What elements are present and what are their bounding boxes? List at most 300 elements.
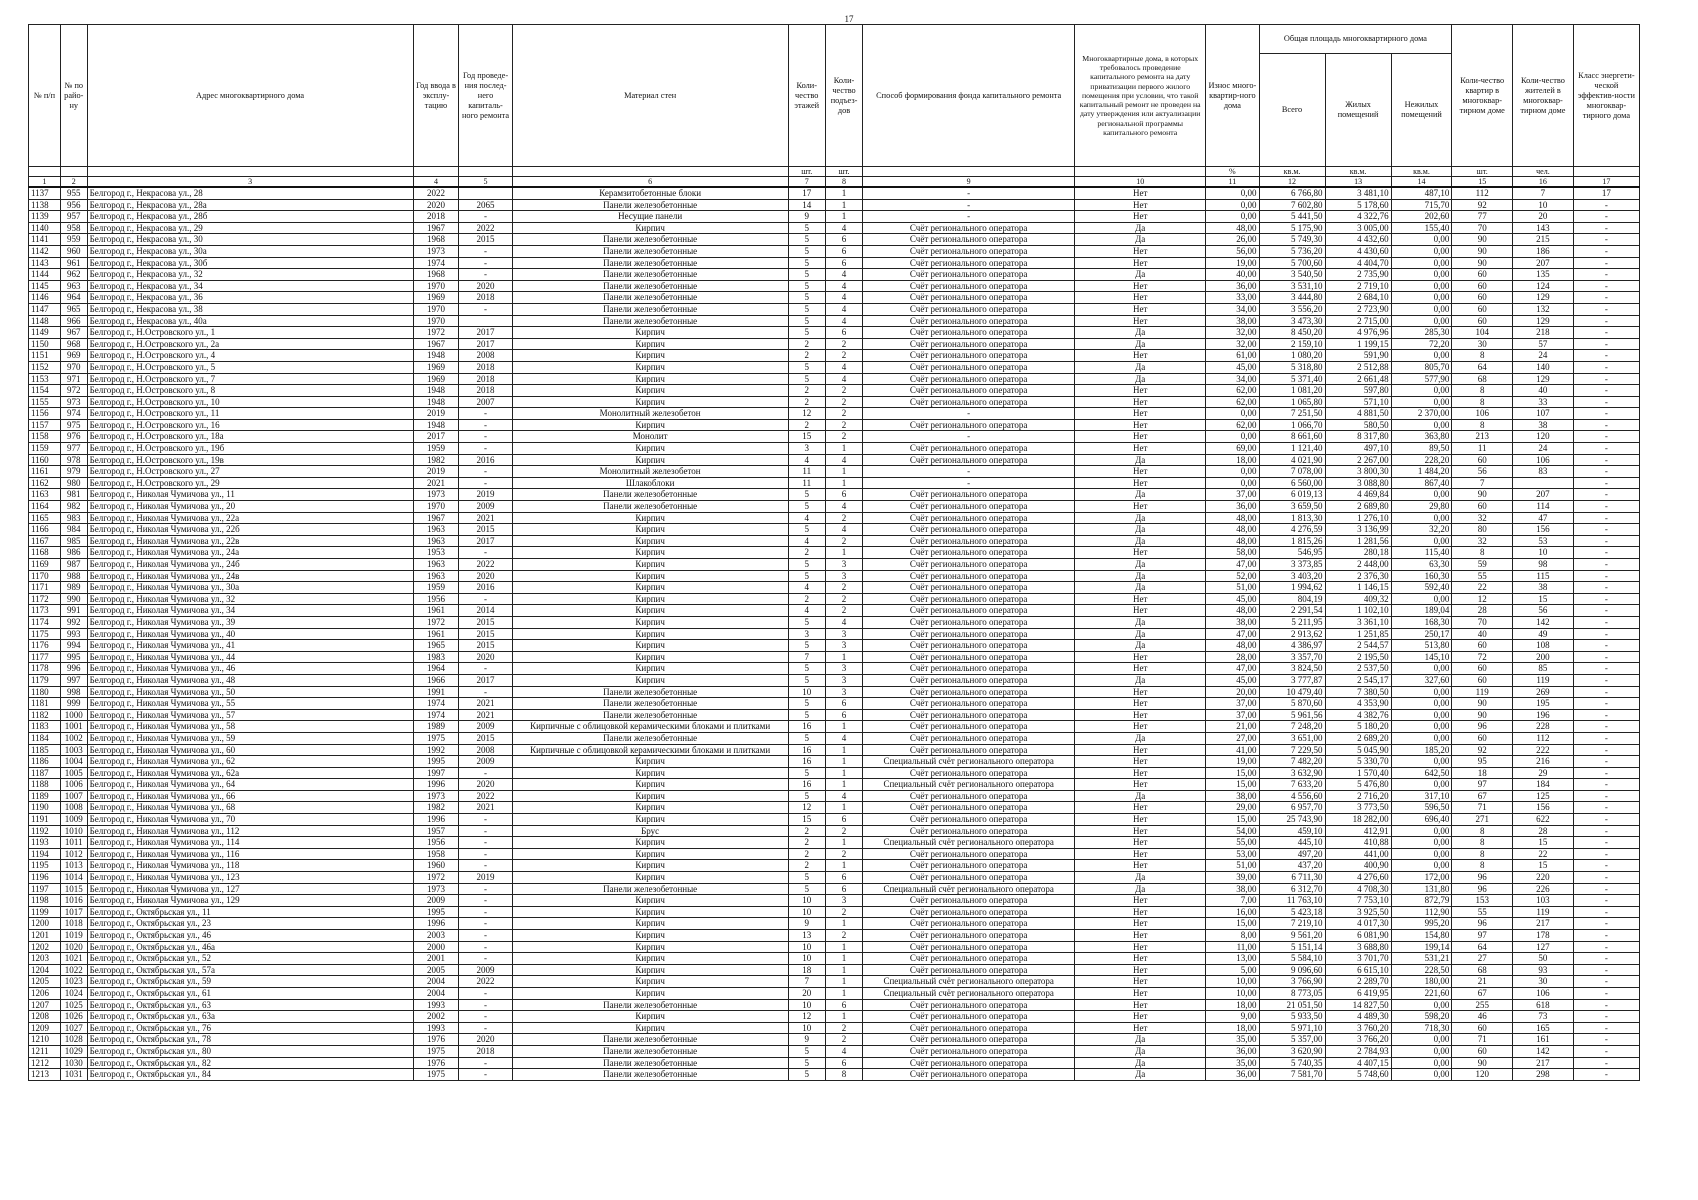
cell-fund-method: Счёт регионального оператора bbox=[863, 292, 1075, 304]
cell-year-built: 1953 bbox=[413, 547, 459, 559]
cell-residents: 103 bbox=[1513, 895, 1574, 907]
cell-floors: 2 bbox=[788, 385, 825, 397]
cell-area-nonliving: 0,00 bbox=[1391, 837, 1452, 849]
cell-area-living: 3 688,80 bbox=[1325, 941, 1391, 953]
cell-floors: 5 bbox=[788, 501, 825, 513]
cell-residents: 7 bbox=[1513, 187, 1574, 199]
cell-n-pp: 1184 bbox=[29, 732, 61, 744]
cell-apartments: 56 bbox=[1452, 466, 1513, 478]
cell-n-pp: 1142 bbox=[29, 245, 61, 257]
cell-energy-class: - bbox=[1573, 547, 1639, 559]
cell-area-living: 497,10 bbox=[1325, 443, 1391, 455]
cell-apartments: 104 bbox=[1452, 327, 1513, 339]
cell-year-repair: - bbox=[459, 906, 512, 918]
cell-needed-repair: Да bbox=[1075, 338, 1206, 350]
cell-year-repair: 2021 bbox=[459, 802, 512, 814]
cell-n-pp: 1199 bbox=[29, 906, 61, 918]
cell-floors: 2 bbox=[788, 848, 825, 860]
cell-area-living: 3 701,70 bbox=[1325, 953, 1391, 965]
cell-needed-repair: Нет bbox=[1075, 303, 1206, 315]
cell-n-pp: 1163 bbox=[29, 489, 61, 501]
cell-area-living: 4 976,96 bbox=[1325, 327, 1391, 339]
cell-n-pp: 1209 bbox=[29, 1022, 61, 1034]
cell-n-pp: 1167 bbox=[29, 535, 61, 547]
cell-n-pp: 1179 bbox=[29, 674, 61, 686]
cell-area-nonliving: 317,10 bbox=[1391, 790, 1452, 802]
cell-year-built: 1995 bbox=[413, 756, 459, 768]
cell-address: Белгород г., Н.Островского ул., 5 bbox=[87, 361, 413, 373]
cell-needed-repair: Нет bbox=[1075, 501, 1206, 513]
cell-residents: 107 bbox=[1513, 408, 1574, 420]
cell-n-rayon: 1017 bbox=[60, 906, 87, 918]
cell-wall-material: Монолитный железобетон bbox=[512, 466, 788, 478]
cell-wall-material: Кирпич bbox=[512, 593, 788, 605]
cell-wall-material: Панели железобетонные bbox=[512, 999, 788, 1011]
cell-needed-repair: Нет bbox=[1075, 385, 1206, 397]
cell-address: Белгород г., Октябрьская ул., 46 bbox=[87, 930, 413, 942]
cell-wall-material: Кирпич bbox=[512, 767, 788, 779]
cell-area-nonliving: 0,00 bbox=[1391, 860, 1452, 872]
cell-n-rayon: 977 bbox=[60, 443, 87, 455]
cell-area-total: 7 219,10 bbox=[1259, 918, 1325, 930]
cell-wall-material: Панели железобетонные bbox=[512, 732, 788, 744]
cell-entrances: 4 bbox=[825, 361, 862, 373]
cell-area-nonliving: 696,40 bbox=[1391, 814, 1452, 826]
cell-wear: 7,00 bbox=[1206, 895, 1259, 907]
cell-apartments: 119 bbox=[1452, 686, 1513, 698]
cell-n-pp: 1151 bbox=[29, 350, 61, 362]
cell-wall-material: Кирпич bbox=[512, 1022, 788, 1034]
cell-year-built: 1973 bbox=[413, 489, 459, 501]
cell-energy-class: - bbox=[1573, 280, 1639, 292]
cell-fund-method: Счёт регионального оператора bbox=[863, 535, 1075, 547]
cell-wear: 51,00 bbox=[1206, 860, 1259, 872]
column-number: 11 bbox=[1206, 177, 1259, 188]
cell-year-built: 1989 bbox=[413, 721, 459, 733]
cell-address: Белгород г., Николая Чумичова ул., 32 bbox=[87, 593, 413, 605]
cell-residents: 29 bbox=[1513, 767, 1574, 779]
cell-wear: 28,00 bbox=[1206, 651, 1259, 663]
cell-area-nonliving: 168,30 bbox=[1391, 616, 1452, 628]
cell-area-nonliving: 0,00 bbox=[1391, 825, 1452, 837]
cell-entrances: 1 bbox=[825, 651, 862, 663]
cell-area-total: 1 121,40 bbox=[1259, 443, 1325, 455]
cell-floors: 5 bbox=[788, 1069, 825, 1081]
cell-apartments: 8 bbox=[1452, 860, 1513, 872]
cell-n-pp: 1170 bbox=[29, 570, 61, 582]
cell-area-living: 4 382,76 bbox=[1325, 709, 1391, 721]
cell-fund-method: Счёт регионального оператора bbox=[863, 222, 1075, 234]
cell-wear: 13,00 bbox=[1206, 953, 1259, 965]
cell-needed-repair: Нет bbox=[1075, 987, 1206, 999]
cell-entrances: 1 bbox=[825, 860, 862, 872]
cell-address: Белгород г., Николая Чумичова ул., 59 bbox=[87, 732, 413, 744]
cell-area-nonliving: 867,40 bbox=[1391, 477, 1452, 489]
cell-year-built: 1961 bbox=[413, 628, 459, 640]
cell-residents: 186 bbox=[1513, 245, 1574, 257]
cell-area-total: 9 561,20 bbox=[1259, 930, 1325, 942]
cell-needed-repair: Нет bbox=[1075, 814, 1206, 826]
cell-area-nonliving: 2 370,00 bbox=[1391, 408, 1452, 420]
cell-needed-repair: Нет bbox=[1075, 593, 1206, 605]
table-row bbox=[29, 524, 1640, 536]
cell-n-rayon: 976 bbox=[60, 431, 87, 443]
cell-area-living: 4 017,30 bbox=[1325, 918, 1391, 930]
cell-year-repair bbox=[459, 315, 512, 327]
cell-floors: 16 bbox=[788, 779, 825, 791]
cell-year-repair: - bbox=[459, 443, 512, 455]
cell-wear: 48,00 bbox=[1206, 605, 1259, 617]
cell-area-nonliving: 577,90 bbox=[1391, 373, 1452, 385]
cell-residents: 33 bbox=[1513, 396, 1574, 408]
cell-n-rayon: 957 bbox=[60, 211, 87, 223]
cell-address: Белгород г., Николая Чумичова ул., 118 bbox=[87, 860, 413, 872]
cell-year-built: 2005 bbox=[413, 964, 459, 976]
cell-wear: 27,00 bbox=[1206, 732, 1259, 744]
cell-area-living: 2 715,00 bbox=[1325, 315, 1391, 327]
cell-fund-method: Счёт регионального оператора bbox=[863, 640, 1075, 652]
cell-needed-repair: Да bbox=[1075, 489, 1206, 501]
cell-year-repair: 2018 bbox=[459, 373, 512, 385]
table-row bbox=[29, 640, 1640, 652]
cell-floors: 7 bbox=[788, 651, 825, 663]
cell-needed-repair: Да bbox=[1075, 582, 1206, 594]
cell-wear: 56,00 bbox=[1206, 245, 1259, 257]
cell-entrances: 2 bbox=[825, 419, 862, 431]
cell-n-pp: 1161 bbox=[29, 466, 61, 478]
cell-entrances: 1 bbox=[825, 976, 862, 988]
cell-wall-material: Кирпичные с облицовкой керамическими блоками и плитками bbox=[512, 744, 788, 756]
cell-energy-class: - bbox=[1573, 1022, 1639, 1034]
cell-area-total: 7 633,20 bbox=[1259, 779, 1325, 791]
table-row bbox=[29, 883, 1640, 895]
cell-wear: 48,00 bbox=[1206, 524, 1259, 536]
table-row bbox=[29, 315, 1640, 327]
cell-area-total: 5 441,50 bbox=[1259, 211, 1325, 223]
cell-area-nonliving: 0,00 bbox=[1391, 848, 1452, 860]
cell-year-built: 1963 bbox=[413, 570, 459, 582]
cell-address: Белгород г., Николая Чумичова ул., 41 bbox=[87, 640, 413, 652]
table-row bbox=[29, 860, 1640, 872]
cell-year-built: 1967 bbox=[413, 512, 459, 524]
table-row bbox=[29, 686, 1640, 698]
cell-area-nonliving: 112,90 bbox=[1391, 906, 1452, 918]
cell-wall-material: Керамзитобетонные блоки bbox=[512, 187, 788, 199]
cell-needed-repair: Нет bbox=[1075, 1011, 1206, 1023]
cell-residents: 143 bbox=[1513, 222, 1574, 234]
cell-address: Белгород г., Николая Чумичова ул., 68 bbox=[87, 802, 413, 814]
table-row bbox=[29, 1022, 1640, 1034]
cell-entrances: 1 bbox=[825, 199, 862, 211]
cell-area-living: 571,10 bbox=[1325, 396, 1391, 408]
cell-area-total: 3 357,70 bbox=[1259, 651, 1325, 663]
cell-year-built: 1963 bbox=[413, 524, 459, 536]
cell-year-repair: - bbox=[459, 1069, 512, 1081]
column-number: 13 bbox=[1325, 177, 1391, 188]
table-row bbox=[29, 837, 1640, 849]
cell-area-total: 1 081,20 bbox=[1259, 385, 1325, 397]
cell-floors: 12 bbox=[788, 1011, 825, 1023]
cell-needed-repair: Нет bbox=[1075, 1022, 1206, 1034]
cell-fund-method: - bbox=[863, 431, 1075, 443]
table-row bbox=[29, 1034, 1640, 1046]
cell-year-built: 2002 bbox=[413, 1011, 459, 1023]
cell-apartments: 55 bbox=[1452, 906, 1513, 918]
cell-year-repair: - bbox=[459, 408, 512, 420]
cell-entrances: 2 bbox=[825, 385, 862, 397]
cell-wall-material: Кирпич bbox=[512, 524, 788, 536]
cell-wear: 36,00 bbox=[1206, 501, 1259, 513]
cell-energy-class: - bbox=[1573, 582, 1639, 594]
cell-floors: 2 bbox=[788, 825, 825, 837]
cell-wall-material: Кирпич bbox=[512, 906, 788, 918]
cell-year-built: 1961 bbox=[413, 605, 459, 617]
cell-n-pp: 1171 bbox=[29, 582, 61, 594]
cell-n-pp: 1191 bbox=[29, 814, 61, 826]
cell-energy-class: - bbox=[1573, 338, 1639, 350]
table-row bbox=[29, 616, 1640, 628]
cell-area-total: 1 065,80 bbox=[1259, 396, 1325, 408]
cell-area-nonliving: 29,80 bbox=[1391, 501, 1452, 513]
cell-year-repair: 2007 bbox=[459, 396, 512, 408]
table-body bbox=[29, 187, 1640, 1080]
cell-wear: 36,00 bbox=[1206, 1045, 1259, 1057]
cell-needed-repair: Нет bbox=[1075, 280, 1206, 292]
cell-fund-method: Счёт регионального оператора bbox=[863, 790, 1075, 802]
cell-area-living: 1 276,10 bbox=[1325, 512, 1391, 524]
cell-address: Белгород г., Н.Островского ул., 11 bbox=[87, 408, 413, 420]
cell-fund-method: - bbox=[863, 477, 1075, 489]
cell-apartments: 80 bbox=[1452, 524, 1513, 536]
unit-wear: % bbox=[1206, 167, 1259, 177]
cell-floors: 5 bbox=[788, 315, 825, 327]
cell-entrances: 4 bbox=[825, 373, 862, 385]
cell-apartments: 18 bbox=[1452, 767, 1513, 779]
cell-floors: 10 bbox=[788, 895, 825, 907]
cell-area-living: 6 615,10 bbox=[1325, 964, 1391, 976]
cell-energy-class: - bbox=[1573, 895, 1639, 907]
cell-n-pp: 1172 bbox=[29, 593, 61, 605]
cell-area-living: 4 430,60 bbox=[1325, 245, 1391, 257]
cell-address: Белгород г., Николая Чумичова ул., 127 bbox=[87, 883, 413, 895]
cell-wall-material: Кирпич bbox=[512, 663, 788, 675]
cell-residents: 120 bbox=[1513, 431, 1574, 443]
cell-year-built: 1968 bbox=[413, 269, 459, 281]
cell-area-total: 10 479,40 bbox=[1259, 686, 1325, 698]
cell-n-rayon: 1023 bbox=[60, 976, 87, 988]
cell-area-living: 280,18 bbox=[1325, 547, 1391, 559]
cell-energy-class: - bbox=[1573, 234, 1639, 246]
cell-area-living: 412,91 bbox=[1325, 825, 1391, 837]
cell-address: Белгород г., Николая Чумичова ул., 39 bbox=[87, 616, 413, 628]
column-number: 1 bbox=[29, 177, 61, 188]
cell-n-rayon: 955 bbox=[60, 187, 87, 199]
cell-floors: 5 bbox=[788, 292, 825, 304]
cell-floors: 5 bbox=[788, 303, 825, 315]
cell-area-living: 2 735,90 bbox=[1325, 269, 1391, 281]
cell-needed-repair: Нет bbox=[1075, 466, 1206, 478]
cell-residents: 129 bbox=[1513, 373, 1574, 385]
cell-area-living: 2 544,57 bbox=[1325, 640, 1391, 652]
cell-floors: 18 bbox=[788, 964, 825, 976]
cell-address: Белгород г., Октябрьская ул., 82 bbox=[87, 1057, 413, 1069]
cell-fund-method: Счёт регионального оператора bbox=[863, 698, 1075, 710]
cell-area-total: 7 602,80 bbox=[1259, 199, 1325, 211]
cell-area-total: 5 151,14 bbox=[1259, 941, 1325, 953]
table-row bbox=[29, 732, 1640, 744]
cell-n-rayon: 995 bbox=[60, 651, 87, 663]
cell-area-total: 3 651,00 bbox=[1259, 732, 1325, 744]
cell-needed-repair: Нет bbox=[1075, 802, 1206, 814]
cell-fund-method: Счёт регионального оператора bbox=[863, 802, 1075, 814]
cell-address: Белгород г., Н.Островского ул., 7 bbox=[87, 373, 413, 385]
cell-fund-method: Счёт регионального оператора bbox=[863, 941, 1075, 953]
cell-energy-class: - bbox=[1573, 512, 1639, 524]
cell-n-pp: 1177 bbox=[29, 651, 61, 663]
cell-needed-repair: Да bbox=[1075, 1057, 1206, 1069]
cell-wear: 0,00 bbox=[1206, 466, 1259, 478]
cell-year-repair: 2015 bbox=[459, 524, 512, 536]
cell-year-repair: 2016 bbox=[459, 582, 512, 594]
cell-area-total: 3 444,80 bbox=[1259, 292, 1325, 304]
cell-wall-material: Кирпич bbox=[512, 895, 788, 907]
table-row bbox=[29, 964, 1640, 976]
table-row bbox=[29, 593, 1640, 605]
cell-area-nonliving: 592,40 bbox=[1391, 582, 1452, 594]
cell-residents: 114 bbox=[1513, 501, 1574, 513]
cell-wear: 48,00 bbox=[1206, 640, 1259, 652]
cell-n-rayon: 1003 bbox=[60, 744, 87, 756]
cell-year-built: 2009 bbox=[413, 895, 459, 907]
cell-area-total: 459,10 bbox=[1259, 825, 1325, 837]
cell-area-total: 7 229,50 bbox=[1259, 744, 1325, 756]
cell-needed-repair: Нет bbox=[1075, 999, 1206, 1011]
cell-entrances: 6 bbox=[825, 883, 862, 895]
cell-address: Белгород г., Николая Чумичова ул., 22б bbox=[87, 524, 413, 536]
cell-year-repair: 2022 bbox=[459, 790, 512, 802]
cell-residents: 119 bbox=[1513, 906, 1574, 918]
cell-n-pp: 1201 bbox=[29, 930, 61, 942]
cell-wear: 61,00 bbox=[1206, 350, 1259, 362]
cell-apartments: 255 bbox=[1452, 999, 1513, 1011]
cell-wear: 47,00 bbox=[1206, 628, 1259, 640]
cell-n-rayon: 972 bbox=[60, 385, 87, 397]
cell-n-pp: 1192 bbox=[29, 825, 61, 837]
cell-entrances: 2 bbox=[825, 848, 862, 860]
cell-year-built: 1968 bbox=[413, 234, 459, 246]
cell-energy-class: - bbox=[1573, 222, 1639, 234]
cell-year-built: 1970 bbox=[413, 501, 459, 513]
cell-apartments: 60 bbox=[1452, 732, 1513, 744]
cell-wear: 33,00 bbox=[1206, 292, 1259, 304]
cell-area-nonliving: 0,00 bbox=[1391, 709, 1452, 721]
cell-apartments: 112 bbox=[1452, 187, 1513, 199]
cell-n-pp: 1144 bbox=[29, 269, 61, 281]
cell-wall-material: Панели железобетонные bbox=[512, 1045, 788, 1057]
cell-area-living: 5 045,90 bbox=[1325, 744, 1391, 756]
cell-n-rayon: 979 bbox=[60, 466, 87, 478]
cell-needed-repair: Да bbox=[1075, 234, 1206, 246]
cell-area-total: 6 957,70 bbox=[1259, 802, 1325, 814]
cell-year-repair: 2020 bbox=[459, 570, 512, 582]
cell-year-built: 1963 bbox=[413, 559, 459, 571]
cell-area-living: 2 545,17 bbox=[1325, 674, 1391, 686]
cell-area-nonliving: 145,10 bbox=[1391, 651, 1452, 663]
cell-wear: 32,00 bbox=[1206, 327, 1259, 339]
cell-year-repair: 2021 bbox=[459, 512, 512, 524]
cell-address: Белгород г., Октябрьская ул., 63 bbox=[87, 999, 413, 1011]
cell-address: Белгород г., Октябрьская ул., 57а bbox=[87, 964, 413, 976]
cell-energy-class: - bbox=[1573, 1069, 1639, 1081]
cell-year-repair: - bbox=[459, 663, 512, 675]
cell-n-rayon: 1005 bbox=[60, 767, 87, 779]
cell-residents: 129 bbox=[1513, 315, 1574, 327]
cell-fund-method: Счёт регионального оператора bbox=[863, 361, 1075, 373]
cell-wall-material: Кирпич bbox=[512, 605, 788, 617]
cell-floors: 5 bbox=[788, 674, 825, 686]
cell-apartments: 70 bbox=[1452, 222, 1513, 234]
cell-area-total: 5 961,56 bbox=[1259, 709, 1325, 721]
cell-energy-class: - bbox=[1573, 837, 1639, 849]
cell-entrances: 2 bbox=[825, 605, 862, 617]
cell-year-built: 1993 bbox=[413, 999, 459, 1011]
cell-n-pp: 1169 bbox=[29, 559, 61, 571]
cell-year-built: 2020 bbox=[413, 199, 459, 211]
cell-needed-repair: Да bbox=[1075, 559, 1206, 571]
cell-fund-method: Счёт регионального оператора bbox=[863, 1045, 1075, 1057]
cell-wall-material: Панели железобетонные bbox=[512, 292, 788, 304]
cell-address: Белгород г., Некрасова ул., 36 bbox=[87, 292, 413, 304]
cell-wear: 21,00 bbox=[1206, 721, 1259, 733]
cell-energy-class: - bbox=[1573, 756, 1639, 768]
cell-year-repair bbox=[459, 187, 512, 199]
cell-address: Белгород г., Николая Чумичова ул., 46 bbox=[87, 663, 413, 675]
cell-year-repair: 2022 bbox=[459, 976, 512, 988]
cell-energy-class: - bbox=[1573, 570, 1639, 582]
cell-year-repair: - bbox=[459, 895, 512, 907]
cell-wall-material: Кирпич bbox=[512, 373, 788, 385]
cell-wall-material: Кирпич bbox=[512, 535, 788, 547]
cell-n-rayon: 985 bbox=[60, 535, 87, 547]
table-row bbox=[29, 814, 1640, 826]
cell-address: Белгород г., Николая Чумичова ул., 62а bbox=[87, 767, 413, 779]
cell-energy-class: - bbox=[1573, 315, 1639, 327]
cell-n-rayon: 1022 bbox=[60, 964, 87, 976]
cell-year-built: 1956 bbox=[413, 837, 459, 849]
cell-needed-repair: Нет bbox=[1075, 651, 1206, 663]
cell-needed-repair: Да bbox=[1075, 674, 1206, 686]
cell-floors: 2 bbox=[788, 338, 825, 350]
cell-apartments: 67 bbox=[1452, 790, 1513, 802]
cell-entrances: 1 bbox=[825, 187, 862, 199]
cell-fund-method: Счёт регионального оператора bbox=[863, 814, 1075, 826]
cell-year-built: 1963 bbox=[413, 535, 459, 547]
cell-year-repair: - bbox=[459, 257, 512, 269]
cell-wear: 48,00 bbox=[1206, 222, 1259, 234]
cell-wall-material: Кирпич bbox=[512, 651, 788, 663]
cell-year-repair: - bbox=[459, 883, 512, 895]
cell-wear: 11,00 bbox=[1206, 941, 1259, 953]
cell-n-pp: 1207 bbox=[29, 999, 61, 1011]
header-n-pp: № п/п bbox=[29, 25, 61, 167]
cell-energy-class: - bbox=[1573, 628, 1639, 640]
cell-area-living: 4 322,76 bbox=[1325, 211, 1391, 223]
cell-wall-material: Кирпич bbox=[512, 559, 788, 571]
cell-wear: 52,00 bbox=[1206, 570, 1259, 582]
capital-repair-table bbox=[28, 24, 1640, 1081]
cell-area-total: 5 933,50 bbox=[1259, 1011, 1325, 1023]
cell-energy-class: - bbox=[1573, 616, 1639, 628]
